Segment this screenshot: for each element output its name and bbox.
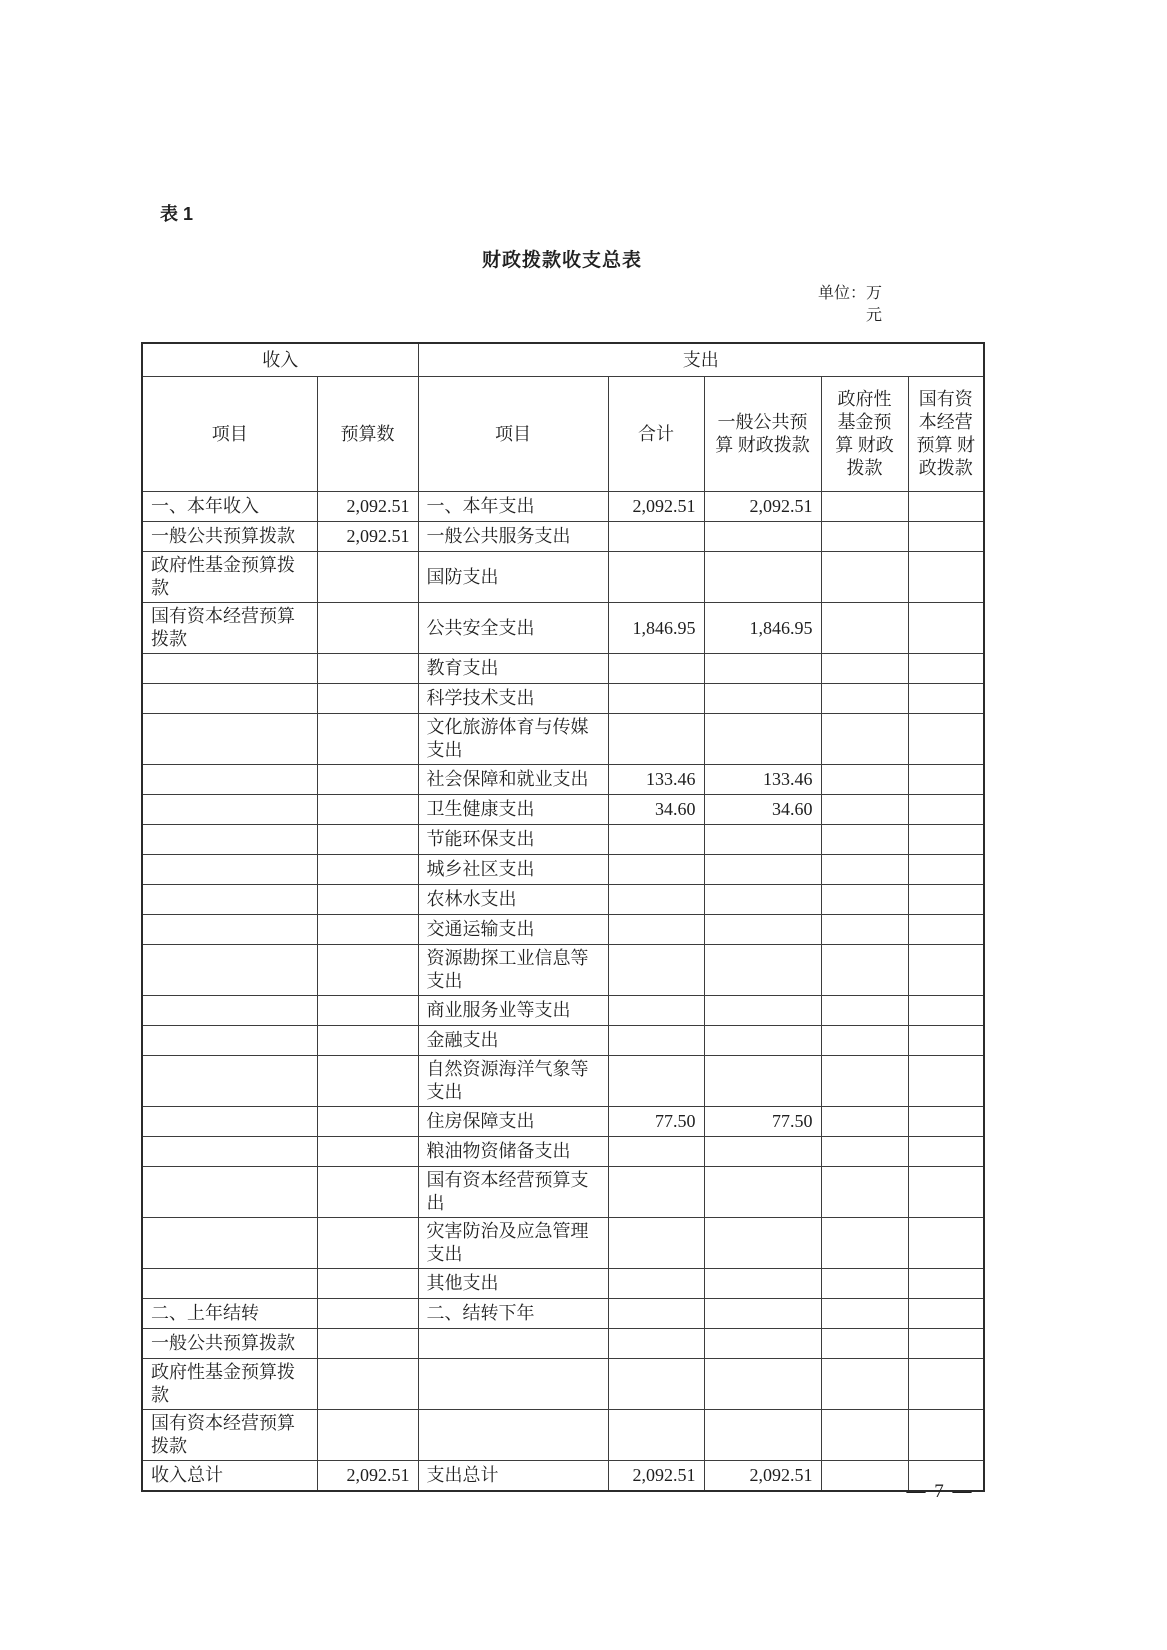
gov-fund-cell xyxy=(821,1218,908,1269)
exp-item-cell: 教育支出 xyxy=(418,654,608,684)
income-budget-cell xyxy=(317,945,418,996)
exp-total-cell xyxy=(608,1269,704,1299)
page-number: — 7 — xyxy=(906,1481,974,1502)
table-row xyxy=(142,1167,984,1218)
gov-fund-cell xyxy=(821,552,908,603)
income-budget-cell xyxy=(317,552,418,603)
state-capital-cell xyxy=(908,1269,984,1299)
exp-total-cell xyxy=(608,1167,704,1218)
budget-table xyxy=(141,342,985,1492)
col-header-state-capital: 国有资本经营预算 财政拨款 xyxy=(908,377,984,492)
income-budget-cell: 2,092.51 xyxy=(317,1461,418,1492)
table-row xyxy=(142,1107,984,1137)
exp-item-cell: 社会保障和就业支出 xyxy=(418,765,608,795)
exp-total-cell xyxy=(608,1299,704,1329)
income-budget-cell xyxy=(317,855,418,885)
general-public-cell xyxy=(704,1410,821,1461)
gov-fund-cell xyxy=(821,996,908,1026)
income-item-cell: 二、上年结转 xyxy=(142,1299,317,1329)
exp-total-cell: 2,092.51 xyxy=(608,492,704,522)
state-capital-cell xyxy=(908,1329,984,1359)
column-header-row xyxy=(142,377,984,492)
income-budget-cell xyxy=(317,915,418,945)
state-capital-cell xyxy=(908,795,984,825)
exp-total-cell xyxy=(608,885,704,915)
exp-total-cell xyxy=(608,714,704,765)
state-capital-cell xyxy=(908,1107,984,1137)
income-budget-cell xyxy=(317,1137,418,1167)
income-item-cell xyxy=(142,1137,317,1167)
exp-item-cell: 城乡社区支出 xyxy=(418,855,608,885)
income-group-header: 收入 xyxy=(142,343,418,377)
general-public-cell xyxy=(704,915,821,945)
table-row xyxy=(142,654,984,684)
exp-total-cell xyxy=(608,1218,704,1269)
income-budget-cell xyxy=(317,1299,418,1329)
table-row xyxy=(142,603,984,654)
income-item-cell: 收入总计 xyxy=(142,1461,317,1492)
table-row xyxy=(142,1359,984,1410)
general-public-cell xyxy=(704,945,821,996)
income-budget-cell xyxy=(317,795,418,825)
general-public-cell xyxy=(704,1329,821,1359)
state-capital-cell xyxy=(908,996,984,1026)
exp-item-cell: 节能环保支出 xyxy=(418,825,608,855)
general-public-cell xyxy=(704,885,821,915)
general-public-cell: 2,092.51 xyxy=(704,492,821,522)
table-row xyxy=(142,825,984,855)
table-body xyxy=(142,492,984,1492)
unit-note: 单位：万元 xyxy=(817,285,882,324)
state-capital-cell xyxy=(908,885,984,915)
income-budget-cell xyxy=(317,714,418,765)
gov-fund-cell xyxy=(821,1269,908,1299)
state-capital-cell xyxy=(908,945,984,996)
income-budget-cell xyxy=(317,1329,418,1359)
gov-fund-cell xyxy=(821,1329,908,1359)
table-number-label: 表 1 xyxy=(160,204,194,224)
table-row xyxy=(142,1026,984,1056)
general-public-cell: 1,846.95 xyxy=(704,603,821,654)
income-item-cell: 一般公共预算拨款 xyxy=(142,522,317,552)
state-capital-cell xyxy=(908,1056,984,1107)
general-public-cell xyxy=(704,855,821,885)
exp-item-cell: 自然资源海洋气象等支出 xyxy=(418,1056,608,1107)
general-public-cell: 133.46 xyxy=(704,765,821,795)
state-capital-cell xyxy=(908,1359,984,1410)
general-public-cell: 2,092.51 xyxy=(704,1461,821,1492)
exp-total-cell xyxy=(608,1056,704,1107)
income-budget-cell: 2,092.51 xyxy=(317,522,418,552)
state-capital-cell xyxy=(908,654,984,684)
expenditure-group-header: 支出 xyxy=(418,343,984,377)
exp-item-cell: 科学技术支出 xyxy=(418,684,608,714)
col-header-exp-total: 合计 xyxy=(608,377,704,492)
exp-item-cell xyxy=(418,1410,608,1461)
state-capital-cell xyxy=(908,522,984,552)
exp-total-cell xyxy=(608,1410,704,1461)
gov-fund-cell xyxy=(821,1026,908,1056)
income-item-cell: 政府性基金预算拨款 xyxy=(142,1359,317,1410)
income-budget-cell xyxy=(317,1026,418,1056)
exp-item-cell: 公共安全支出 xyxy=(418,603,608,654)
income-budget-cell xyxy=(317,684,418,714)
gov-fund-cell xyxy=(821,885,908,915)
general-public-cell xyxy=(704,654,821,684)
exp-total-cell xyxy=(608,654,704,684)
income-item-cell xyxy=(142,915,317,945)
state-capital-cell xyxy=(908,765,984,795)
gov-fund-cell xyxy=(821,1056,908,1107)
exp-item-cell: 粮油物资储备支出 xyxy=(418,1137,608,1167)
gov-fund-cell xyxy=(821,603,908,654)
gov-fund-cell xyxy=(821,714,908,765)
exp-item-cell: 文化旅游体育与传媒支出 xyxy=(418,714,608,765)
table-row xyxy=(142,492,984,522)
income-item-cell xyxy=(142,714,317,765)
state-capital-cell xyxy=(908,1026,984,1056)
gov-fund-cell xyxy=(821,1410,908,1461)
gov-fund-cell xyxy=(821,684,908,714)
gov-fund-cell xyxy=(821,1167,908,1218)
exp-total-cell xyxy=(608,1359,704,1410)
general-public-cell xyxy=(704,1299,821,1329)
table-row xyxy=(142,1137,984,1167)
exp-item-cell: 一般公共服务支出 xyxy=(418,522,608,552)
gov-fund-cell xyxy=(821,654,908,684)
exp-total-cell xyxy=(608,915,704,945)
income-item-cell xyxy=(142,885,317,915)
exp-total-cell: 133.46 xyxy=(608,765,704,795)
income-item-cell: 政府性基金预算拨款 xyxy=(142,552,317,603)
state-capital-cell xyxy=(908,603,984,654)
general-public-cell xyxy=(704,825,821,855)
table-row xyxy=(142,885,984,915)
state-capital-cell xyxy=(908,855,984,885)
general-public-cell xyxy=(704,522,821,552)
exp-total-cell xyxy=(608,1329,704,1359)
general-public-cell xyxy=(704,996,821,1026)
exp-total-cell xyxy=(608,825,704,855)
table-row xyxy=(142,1056,984,1107)
income-item-cell xyxy=(142,1269,317,1299)
table-row xyxy=(142,1269,984,1299)
exp-item-cell: 其他支出 xyxy=(418,1269,608,1299)
state-capital-cell xyxy=(908,1218,984,1269)
state-capital-cell xyxy=(908,1410,984,1461)
exp-item-cell: 卫生健康支出 xyxy=(418,795,608,825)
general-public-cell xyxy=(704,684,821,714)
exp-item-cell: 农林水支出 xyxy=(418,885,608,915)
exp-item-cell: 国防支出 xyxy=(418,552,608,603)
state-capital-cell xyxy=(908,825,984,855)
income-item-cell xyxy=(142,1056,317,1107)
income-budget-cell xyxy=(317,654,418,684)
exp-total-cell xyxy=(608,552,704,603)
general-public-cell xyxy=(704,1137,821,1167)
exp-total-cell: 34.60 xyxy=(608,795,704,825)
state-capital-cell xyxy=(908,1299,984,1329)
exp-item-cell: 二、结转下年 xyxy=(418,1299,608,1329)
exp-total-cell: 2,092.51 xyxy=(608,1461,704,1492)
income-budget-cell xyxy=(317,603,418,654)
table-row xyxy=(142,684,984,714)
col-header-income-budget: 预算数 xyxy=(317,377,418,492)
table-row xyxy=(142,522,984,552)
income-budget-cell xyxy=(317,765,418,795)
exp-item-cell: 资源勘探工业信息等支出 xyxy=(418,945,608,996)
income-budget-cell xyxy=(317,1410,418,1461)
table-row xyxy=(142,1218,984,1269)
table-row xyxy=(142,915,984,945)
income-item-cell xyxy=(142,1167,317,1218)
general-public-cell xyxy=(704,1269,821,1299)
table-row xyxy=(142,552,984,603)
income-budget-cell xyxy=(317,885,418,915)
state-capital-cell xyxy=(908,684,984,714)
col-header-general-public: 一般公共预算 财政拨款 xyxy=(704,377,821,492)
income-item-cell: 国有资本经营预算拨款 xyxy=(142,603,317,654)
general-public-cell: 34.60 xyxy=(704,795,821,825)
table-row xyxy=(142,1299,984,1329)
table-row xyxy=(142,795,984,825)
general-public-cell: 77.50 xyxy=(704,1107,821,1137)
exp-total-cell xyxy=(608,684,704,714)
gov-fund-cell xyxy=(821,522,908,552)
gov-fund-cell xyxy=(821,1137,908,1167)
income-item-cell xyxy=(142,1026,317,1056)
income-item-cell xyxy=(142,684,317,714)
income-budget-cell: 2,092.51 xyxy=(317,492,418,522)
gov-fund-cell xyxy=(821,765,908,795)
gov-fund-cell xyxy=(821,915,908,945)
income-item-cell xyxy=(142,1107,317,1137)
income-budget-cell xyxy=(317,1056,418,1107)
income-item-cell xyxy=(142,765,317,795)
state-capital-cell xyxy=(908,915,984,945)
income-item-cell: 一、本年收入 xyxy=(142,492,317,522)
income-item-cell xyxy=(142,795,317,825)
income-budget-cell xyxy=(317,1167,418,1218)
gov-fund-cell xyxy=(821,795,908,825)
col-header-gov-fund: 政府性基金预算 财政拨款 xyxy=(821,377,908,492)
gov-fund-cell xyxy=(821,855,908,885)
gov-fund-cell xyxy=(821,825,908,855)
table-row xyxy=(142,1410,984,1461)
gov-fund-cell xyxy=(821,1107,908,1137)
general-public-cell xyxy=(704,1359,821,1410)
income-item-cell xyxy=(142,1218,317,1269)
exp-total-cell xyxy=(608,1137,704,1167)
col-header-exp-item: 项目 xyxy=(418,377,608,492)
gov-fund-cell xyxy=(821,1299,908,1329)
income-item-cell: 一般公共预算拨款 xyxy=(142,1329,317,1359)
income-budget-cell xyxy=(317,1269,418,1299)
table-row xyxy=(142,1329,984,1359)
table-row xyxy=(142,765,984,795)
exp-total-cell xyxy=(608,945,704,996)
table-row xyxy=(142,996,984,1026)
general-public-cell xyxy=(704,1056,821,1107)
table-row xyxy=(142,714,984,765)
state-capital-cell xyxy=(908,1137,984,1167)
general-public-cell xyxy=(704,1218,821,1269)
exp-total-cell: 1,846.95 xyxy=(608,603,704,654)
exp-item-cell: 商业服务业等支出 xyxy=(418,996,608,1026)
state-capital-cell xyxy=(908,552,984,603)
table-row xyxy=(142,945,984,996)
page-title: 财政拨款收支总表 xyxy=(481,250,642,271)
gov-fund-cell xyxy=(821,945,908,996)
exp-item-cell: 灾害防治及应急管理支出 xyxy=(418,1218,608,1269)
exp-total-cell xyxy=(608,1026,704,1056)
income-budget-cell xyxy=(317,1218,418,1269)
general-public-cell xyxy=(704,552,821,603)
exp-item-cell: 住房保障支出 xyxy=(418,1107,608,1137)
exp-item-cell: 国有资本经营预算支出 xyxy=(418,1167,608,1218)
income-item-cell: 国有资本经营预算拨款 xyxy=(142,1410,317,1461)
col-header-income-item: 项目 xyxy=(142,377,317,492)
group-header-row xyxy=(142,343,984,377)
state-capital-cell xyxy=(908,492,984,522)
exp-item-cell: 支出总计 xyxy=(418,1461,608,1492)
table-row xyxy=(142,855,984,885)
gov-fund-cell xyxy=(821,492,908,522)
income-budget-cell xyxy=(317,1359,418,1410)
exp-total-cell: 77.50 xyxy=(608,1107,704,1137)
exp-item-cell xyxy=(418,1359,608,1410)
income-item-cell xyxy=(142,945,317,996)
income-item-cell xyxy=(142,996,317,1026)
general-public-cell xyxy=(704,1026,821,1056)
state-capital-cell xyxy=(908,714,984,765)
income-item-cell xyxy=(142,855,317,885)
gov-fund-cell xyxy=(821,1359,908,1410)
income-item-cell xyxy=(142,654,317,684)
general-public-cell xyxy=(704,1167,821,1218)
exp-total-cell xyxy=(608,855,704,885)
exp-item-cell: 金融支出 xyxy=(418,1026,608,1056)
income-budget-cell xyxy=(317,1107,418,1137)
exp-item-cell xyxy=(418,1329,608,1359)
exp-total-cell xyxy=(608,996,704,1026)
income-budget-cell xyxy=(317,825,418,855)
income-item-cell xyxy=(142,825,317,855)
exp-item-cell: 交通运输支出 xyxy=(418,915,608,945)
exp-total-cell xyxy=(608,522,704,552)
general-public-cell xyxy=(704,714,821,765)
income-budget-cell xyxy=(317,996,418,1026)
exp-item-cell: 一、本年支出 xyxy=(418,492,608,522)
state-capital-cell xyxy=(908,1167,984,1218)
